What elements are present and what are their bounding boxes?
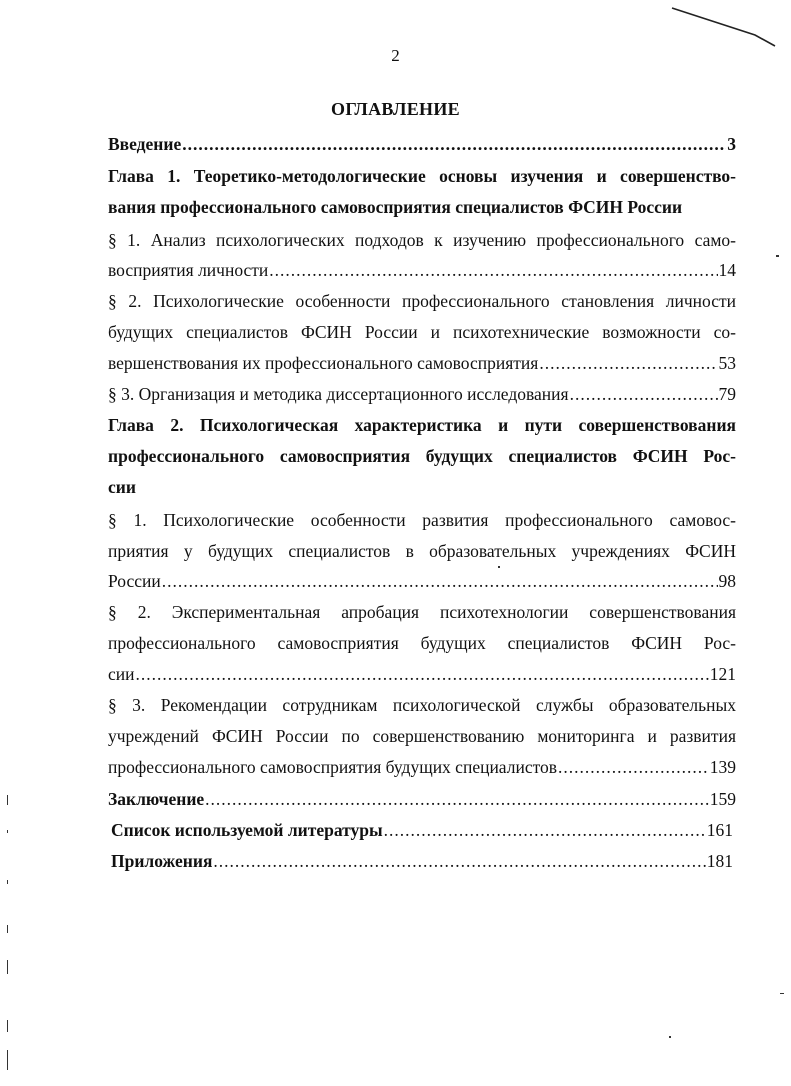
dot-leader	[205, 789, 709, 809]
scan-edge-speck	[7, 830, 8, 833]
toc-entry-label: Список используемой литературы	[111, 820, 383, 840]
toc-chapter-2-line-3[interactable]: сии	[108, 477, 136, 497]
toc-entry-page: 53	[718, 353, 736, 373]
toc-entry-page: 3	[727, 134, 736, 154]
toc-section-2-2-line-3[interactable]	[108, 664, 736, 684]
toc-title: ОГЛАВЛЕНИЕ	[331, 99, 460, 119]
toc-entry-page: 181	[706, 851, 733, 871]
dot-leader	[213, 851, 705, 871]
scan-edge-speck	[7, 1020, 8, 1032]
toc-section-2-1-line-1[interactable]: § 1. Психологические особенности развития профессионального самовос-	[108, 510, 736, 530]
toc-section-2-3-line-2[interactable]: учреждений ФСИН России по совершенствованию мониторинга и развития	[108, 726, 736, 746]
toc-entry-page: 161	[706, 820, 733, 840]
dot-leader	[384, 820, 706, 840]
toc-entry-label: § 3. Организация и методика диссертационного исследования	[108, 384, 569, 404]
toc-section-1-1-line-2[interactable]	[108, 260, 736, 280]
toc-section-2-2-line-1[interactable]: § 2. Экспериментальная апробация психотехнологии совершенствования	[108, 602, 736, 622]
scan-edge-speck	[7, 880, 8, 884]
toc-chapter-1-line-1[interactable]: Глава 1. Теоретико-методологические основы изучения и совершенство-	[108, 166, 736, 186]
toc-entry-page: 139	[709, 757, 736, 777]
toc-entry-page: 159	[709, 789, 736, 809]
dot-leader	[182, 134, 726, 154]
toc-entry-page: 79	[718, 384, 736, 404]
toc-section-2-2-line-2[interactable]: профессионального самовосприятия будущих специалистов ФСИН Рос-	[108, 633, 736, 653]
dot-leader	[539, 353, 717, 373]
toc-section-1-2-line-2[interactable]: будущих специалистов ФСИН России и психотехнические возможности со-	[108, 322, 736, 342]
toc-section-1-2-line-3[interactable]	[108, 353, 736, 373]
toc-entry-label: Приложения	[111, 851, 213, 871]
toc-entry-intro[interactable]	[108, 134, 736, 154]
dot-leader	[269, 260, 717, 280]
toc-entry-page: 121	[709, 664, 736, 684]
toc-section-1-1-line-1[interactable]: § 1. Анализ психологических подходов к изучению профессионального само-	[108, 230, 736, 250]
scan-edge-speck	[7, 925, 8, 933]
toc-section-1-3[interactable]	[108, 384, 736, 404]
toc-entry-label: вершенствования их профессионального самовосприятия	[108, 353, 539, 373]
toc-section-2-3-line-1[interactable]: § 3. Рекомендации сотрудникам психологической службы образовательных	[108, 695, 736, 715]
toc-entry-label: России	[108, 571, 161, 591]
dot-leader	[558, 757, 709, 777]
toc-entry-label: Введение	[108, 134, 182, 154]
scan-edge-speck	[7, 960, 8, 974]
scan-speck	[780, 993, 784, 994]
toc-entry-conclusion[interactable]	[108, 789, 736, 809]
toc-entry-page: 14	[718, 260, 736, 280]
toc-chapter-2-line-1[interactable]: Глава 2. Психологическая характеристика и пути совершенствования	[108, 415, 736, 435]
toc-section-2-3-line-3[interactable]	[108, 757, 736, 777]
toc-section-1-2-line-1[interactable]: § 2. Психологические особенности профессионального становления личности	[108, 291, 736, 311]
toc-section-2-1-line-3[interactable]	[108, 571, 736, 591]
toc-entry-label: сии	[108, 664, 135, 684]
dot-leader	[136, 664, 709, 684]
toc-chapter-2-line-2[interactable]: профессионального самовосприятия будущих специалистов ФСИН Рос-	[108, 446, 736, 466]
toc-entry-appendices[interactable]	[111, 851, 733, 871]
scan-edge-speck	[7, 1050, 8, 1070]
toc-section-2-1-line-2[interactable]: приятия у будущих специалистов в образовательных учреждениях ФСИН	[108, 541, 736, 561]
scan-speck	[776, 255, 779, 257]
toc-entry-label: восприятия личности	[108, 260, 269, 280]
scan-speck	[669, 1036, 671, 1038]
toc-entry-references[interactable]	[111, 820, 733, 840]
page-number: 2	[391, 46, 400, 65]
toc-chapter-1-line-2[interactable]: вания профессионального самовосприятия специалистов ФСИН России	[108, 197, 683, 217]
toc-entry-page: 98	[718, 571, 736, 591]
scan-speck	[498, 566, 500, 568]
toc-entry-label: Заключение	[108, 789, 205, 809]
dot-leader	[162, 571, 718, 591]
scan-edge-speck	[7, 795, 8, 805]
toc-entry-label: профессионального самовосприятия будущих специалистов	[108, 757, 558, 777]
dot-leader	[570, 384, 718, 404]
